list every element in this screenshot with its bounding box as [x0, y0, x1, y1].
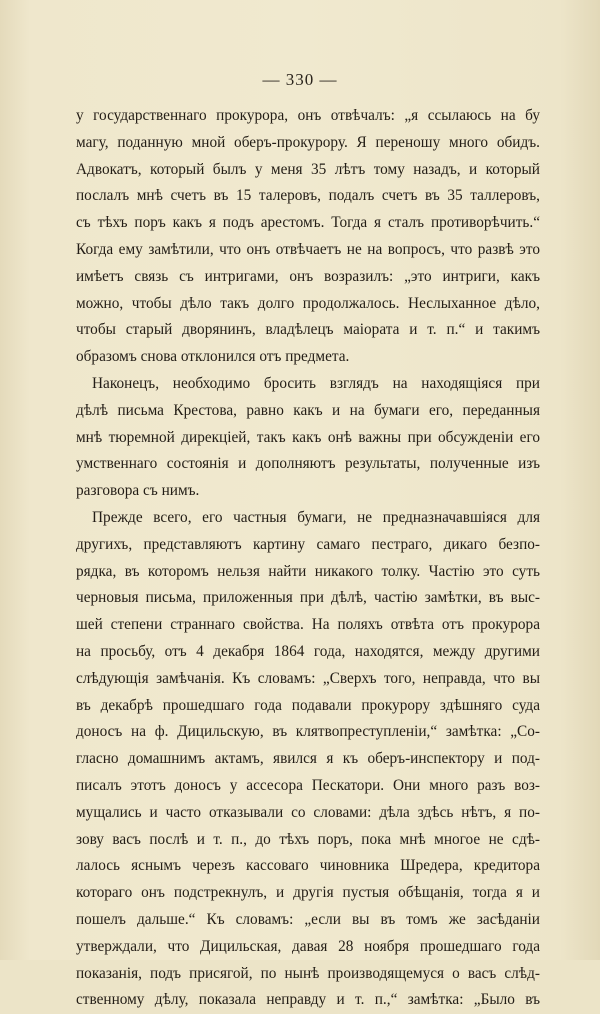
text-line: лалось яснымъ черезъ кассоваго чиновника Шредера, кредитора [76, 857, 540, 875]
text-line: можно, чтобы дѣло такъ долго продолжалось. Неслыханное дѣло, [76, 294, 540, 312]
text-line: имѣетъ связь съ интригами, онъ возразилъ: „это интриги, какъ [76, 267, 540, 285]
text-line: слѣдующія замѣчанія. Къ словамъ: „Сверхъ того, неправда, что вы [76, 669, 540, 687]
text-line: зову васъ послѣ и т. п., до тѣхъ поръ, пока мнѣ многое не сдѣ- [76, 830, 540, 848]
text-line: чтобы старый дворянинъ, владѣлецъ маіората и т. п.“ и такимъ [76, 321, 540, 339]
body-text [76, 103, 540, 1014]
text-line: другихъ, представляютъ картину самаго пестраго, дикаго безпо- [76, 535, 540, 553]
page-number: — 330 — [262, 70, 338, 89]
text-line: Адвокатъ, который былъ у меня 35 лѣтъ тому назадъ, и который [76, 160, 540, 178]
text-line: гласно домашнимъ актамъ, явился я къ оберъ-инспектору и под- [76, 750, 540, 768]
text-line: Прежде всего, его частныя бумаги, не предназначавшіяся для [92, 508, 540, 526]
text-line: показанія, подъ присягой, по нынѣ производящемуся о васъ слѣд- [76, 964, 540, 982]
text-line: магу, поданную мной оберъ-прокурору. Я переношу много обидъ. [76, 133, 540, 151]
text-line: Когда ему замѣтили, что онъ отвѣчаетъ не на вопросъ, что развѣ это [76, 240, 540, 258]
text-line: разговора съ нимъ. [76, 482, 200, 500]
text-line: утверждали, что Дицильская, давая 28 ноября прошедшаго года [76, 937, 540, 955]
text-line: Наконецъ, необходимо бросить взглядъ на находящіяся при [92, 374, 540, 392]
text-line: котораго онъ подстрекнулъ, и другія пустыя обѣщанія, тогда я и [76, 884, 540, 902]
text-line: дѣлѣ письма Крестова, равно какъ и на бумаги его, переданныя [76, 401, 540, 419]
text-line: ственному дѣлу, показала неправду и т. п.,“ замѣтка: „Было въ [76, 991, 540, 1009]
text-line: у государственнаго прокурора, онъ отвѣчалъ: „я ссылаюсь на бу [76, 107, 540, 124]
text-line: шей степени страннаго свойства. На поляхъ отвѣта отъ прокурора [76, 616, 540, 634]
text-line: умственнаго состоянія и дополняютъ результаты, полученные изъ [76, 455, 540, 473]
text-line: послалъ мнѣ счетъ въ 15 талеровъ, подалъ счетъ въ 35 таллеровъ, [76, 187, 540, 205]
text-line: образомъ снова отклонился отъ предмета. [76, 348, 350, 366]
text-line: писалъ этотъ доносъ у ассесора Пескатори. Они много разъ воз- [76, 776, 540, 794]
text-line: доносъ на ф. Дицильскую, въ клятвопреступленіи,“ замѣтка: „Со- [76, 723, 540, 741]
text-line: пошелъ дальше.“ Къ словамъ: „если вы въ томъ же засѣданіи [76, 910, 540, 928]
text-line: мнѣ тюремной дирекціей, такъ какъ онѣ важны при обсужденіи его [76, 428, 540, 446]
text-line: черновыя письма, приложенныя при дѣлѣ, частію замѣтки, въ выс- [76, 589, 540, 607]
text-line: на просьбу, отъ 4 декабря 1864 года, находятся, между другими [76, 642, 540, 660]
text-line: рядка, въ которомъ нельзя найти никакого толку. Частію это суть [76, 562, 540, 580]
text-line: въ декабрѣ прошедшаго года подавали прокурору здѣшняго суда [76, 696, 540, 714]
text-line: мущались и часто отказывали со словами: дѣла здѣсь нѣтъ, я по- [76, 803, 540, 821]
text-line: съ тѣхъ поръ какъ я подъ арестомъ. Тогда я сталъ противорѣчить.“ [76, 214, 540, 232]
